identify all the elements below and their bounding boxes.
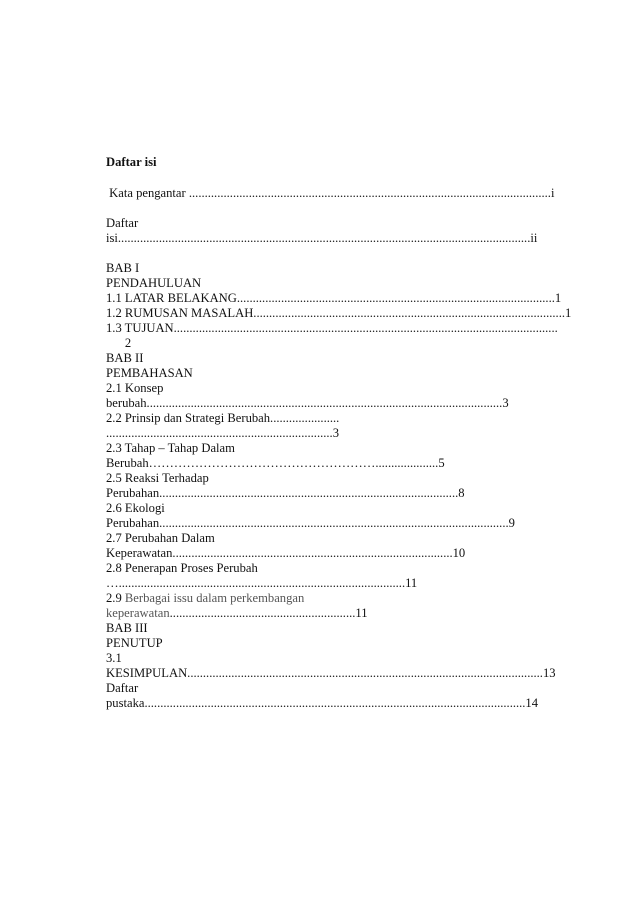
toc-entry-2-8: 2.8 Penerapan Proses Perubah xyxy=(106,561,258,575)
toc-entry-1-3: 1.3 TUJUAN.......................................................................................................................... xyxy=(106,321,558,335)
toc-entry-3-1: 3.1 xyxy=(106,651,122,665)
toc-chapter-title-pendahuluan: PENDAHULUAN xyxy=(106,276,202,290)
toc-chapter-bab-2: BAB II xyxy=(106,351,144,365)
toc-entry-daftar-isi-page: isi...................................................................................................................................ii xyxy=(106,231,538,245)
toc-entry-2-3-page: Berubah………………………………………………....................5 xyxy=(106,456,445,470)
toc-entry-1-2: 1.2 RUMUSAN MASALAH...................................................................................................1 xyxy=(106,306,572,320)
toc-entry-2-9-number: 2.9 xyxy=(106,591,125,605)
toc-entry-2-9-leader: ...........................................................11 xyxy=(169,606,368,620)
toc-chapter-title-penutup: PENUTUP xyxy=(106,636,163,650)
toc-entry-2-9-text-cont: keperawatan xyxy=(106,606,170,620)
toc-entry-kata-pengantar: Kata pengantar ...................................................................................................................i xyxy=(106,186,555,200)
toc-entry-2-8-page: …...........................................................................................11 xyxy=(106,576,418,590)
toc-chapter-bab-1: BAB I xyxy=(106,261,140,275)
toc-title: Daftar isi xyxy=(106,155,157,169)
toc-chapter-title-pembahasan: PEMBAHASAN xyxy=(106,366,193,380)
toc-entry-2-6: 2.6 Ekologi xyxy=(106,501,165,515)
toc-entry-daftar-isi-label: Daftar xyxy=(106,216,139,230)
toc-entry-daftar-pustaka-label: Daftar xyxy=(106,681,139,695)
toc-entry-2-9-page xyxy=(106,606,368,621)
toc-entry-2-7-page: Keperawatan.........................................................................................10 xyxy=(106,546,466,560)
toc-entry-2-5: 2.5 Reaksi Terhadap xyxy=(106,471,209,485)
toc-entry-2-2-page: ........................................................................3 xyxy=(106,426,339,440)
toc-entry-3-1-page: KESIMPULAN.................................................................................................................13 xyxy=(106,666,556,680)
toc-entry-2-7: 2.7 Perubahan Dalam xyxy=(106,531,215,545)
toc-entry-2-2: 2.2 Prinsip dan Strategi Berubah...................... xyxy=(106,411,340,425)
toc-entry-2-6-page: Perubahan...............................................................................................................9 xyxy=(106,516,515,530)
toc-entry-1-3-page: 2 xyxy=(106,336,132,350)
toc-entry-1-1: 1.1 LATAR BELAKANG.....................................................................................................1 xyxy=(106,291,562,305)
toc-chapter-bab-3: BAB III xyxy=(106,621,148,635)
toc-entry-2-9 xyxy=(106,591,304,606)
toc-entry-2-1-page: berubah.................................................................................................................3 xyxy=(106,396,509,410)
toc-entry-2-5-page: Perubahan...............................................................................................8 xyxy=(106,486,465,500)
toc-entry-2-3: 2.3 Tahap – Tahap Dalam xyxy=(106,441,235,455)
toc-entry-2-1: 2.1 Konsep xyxy=(106,381,164,395)
toc-entry-daftar-pustaka-page: pustaka.........................................................................................................................14 xyxy=(106,696,539,710)
toc-entry-2-9-text: Berbagai issu dalam perkembangan xyxy=(124,591,305,605)
